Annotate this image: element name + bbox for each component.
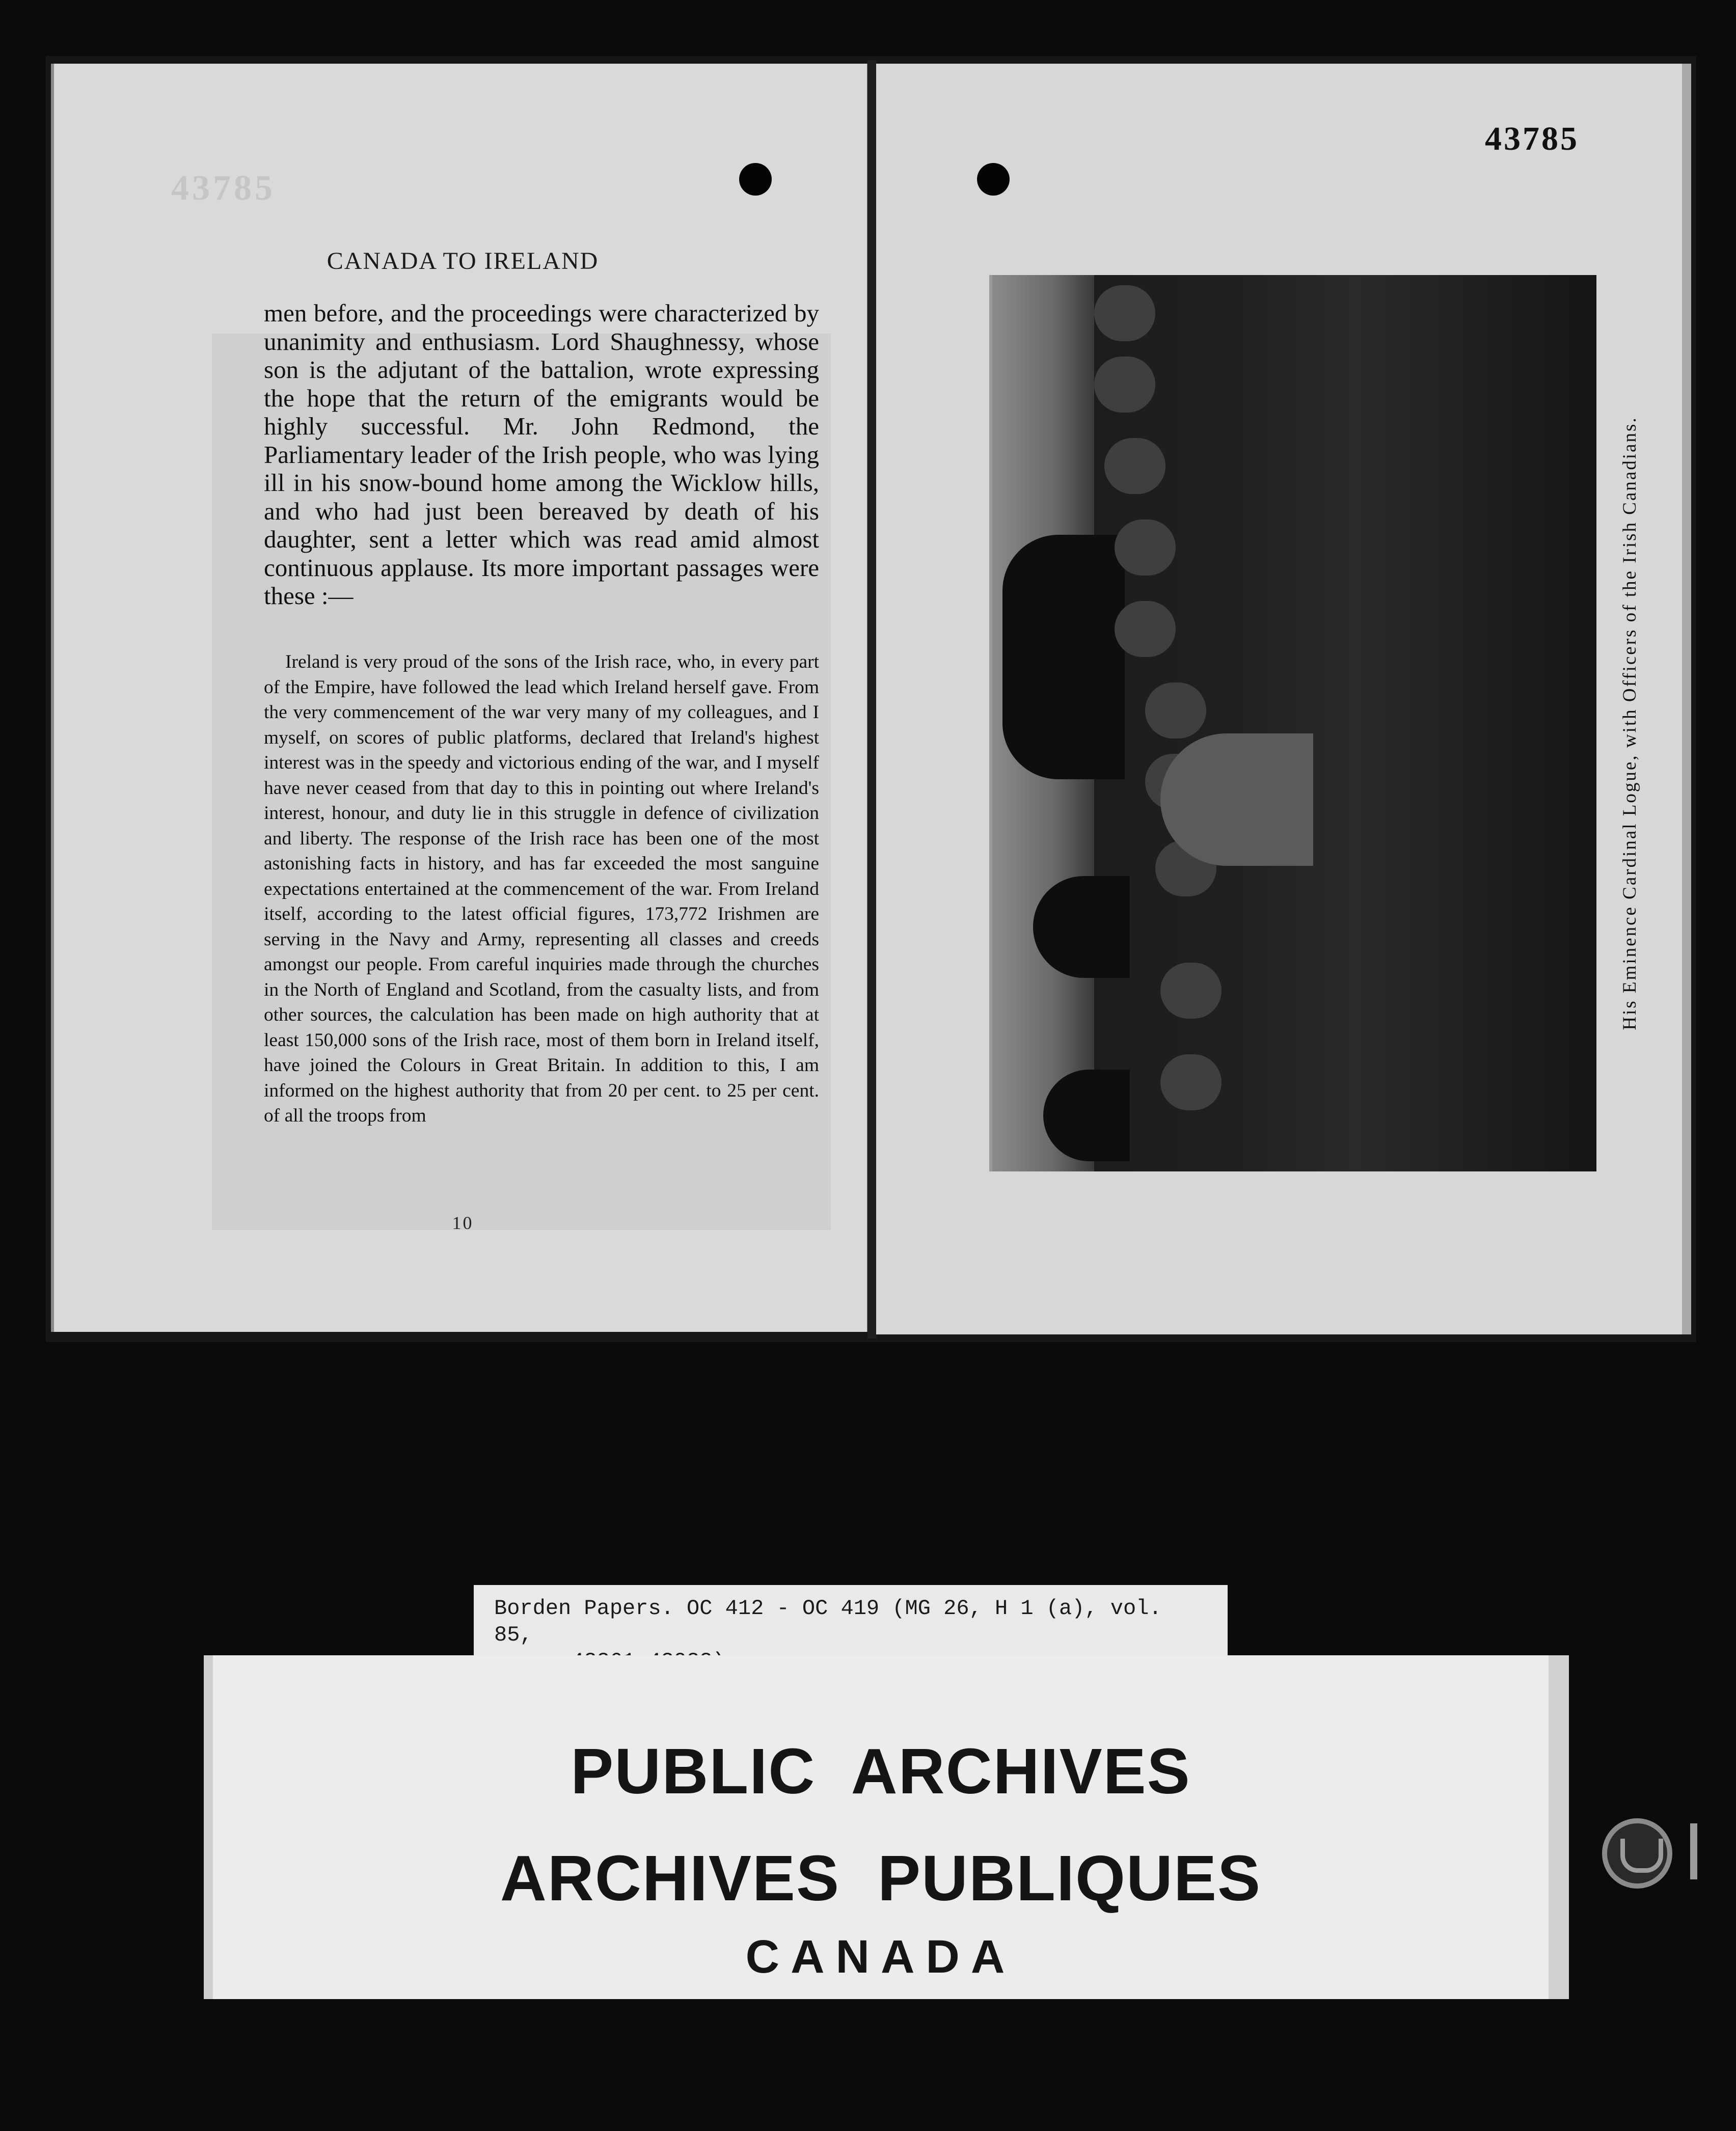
- film-edge-mark: [1690, 1823, 1697, 1879]
- photo-archway: [1002, 535, 1125, 779]
- archives-title-en: PUBLIC ARCHIVES: [571, 1735, 1191, 1807]
- photo-figure: [1145, 682, 1206, 739]
- slip-line: Borden Papers. OC 412 - OC 419 (MG 26, H 1 (a), vol. 85,: [494, 1596, 1162, 1647]
- photo-figure: [1115, 520, 1176, 576]
- microfilm-logo-icon: [1602, 1818, 1672, 1889]
- running-head: CANADA TO IRELAND: [327, 248, 599, 275]
- binding-hole: [739, 163, 772, 196]
- group-photograph: [989, 275, 1596, 1171]
- photo-caption: His Eminence Cardinal Logue, with Officers of the Irish Canadians.: [1619, 416, 1640, 1030]
- archives-country: CANADA: [745, 1931, 1016, 1983]
- photo-cardinal-cloak: [1160, 733, 1313, 866]
- page-folio: 10: [452, 1213, 474, 1233]
- photo-figure: [1160, 963, 1222, 1019]
- left-page: [51, 64, 869, 1332]
- archive-page-number: 43785: [1485, 120, 1579, 157]
- quoted-letter: [264, 649, 819, 1129]
- photo-archway: [1043, 1070, 1130, 1161]
- quoted-letter-text: Ireland is very proud of the sons of the Irish race, who, in every part of the Empire, have followed the lead which Ireland herself gave. From the very commencement of the war very many of my colleagues, and I myself, on scores of public platforms, declared that Ireland's highest interest was in the speedy and victorious ending of the war, and I myself have never ceased from that day to this in pointing out where Ireland's interest, honour, and duty lie in this struggle in defence of civilization and liberty. The response of the Irish race has been one of the most astonishing facts in history, and has far exceeded the most sanguine expectations entertained at the commencement of the war. From Ireland itself, according to the latest official figures, 173,772 Irishmen are serving in the Navy and Army, representing all classes and creeds amongst our people. From careful inquiries made through the churches in the North of England and Scotland, from the casualty lists, and from other sources, the calculation has been made on high authority that at least 150,000 sons of the Irish race, most of them born in Ireland itself, have joined the Colours in Great Britain. In addition to this, I am informed on the highest authority that from 20 per cent. to 25 per cent. of all the troops from: [264, 651, 819, 1126]
- archives-title-fr: ARCHIVES PUBLIQUES: [500, 1842, 1262, 1914]
- body-paragraph: men before, and the proceedings were characterized by unanimity and enthusiasm. Lord Shaughnessy, whose son is the adjutant of the battalion, wrote expressing the hope that the return of the emigrants would be highly successful. Mr. John Redmond, the Parliamentary leader of the Irish people, who was lying ill in his snow-bound home among the Wicklow hills, and who had just been bereaved by death of his daughter, sent a letter which was read amid almost continuous applause. Its more important passages were these :—: [264, 299, 819, 610]
- book-spine: [867, 60, 877, 1338]
- photo-archway: [1033, 876, 1130, 978]
- photo-figure: [1094, 285, 1155, 341]
- photo-figure: [1115, 601, 1176, 657]
- photo-figure: [1160, 1054, 1222, 1110]
- bleed-through-number: 43785: [171, 169, 276, 208]
- archives-card: [204, 1655, 1569, 1999]
- archive-reference-slip: [474, 1585, 1228, 1656]
- photo-figure: [1094, 357, 1155, 413]
- photo-figure: [1104, 438, 1165, 494]
- binding-hole: [977, 163, 1010, 196]
